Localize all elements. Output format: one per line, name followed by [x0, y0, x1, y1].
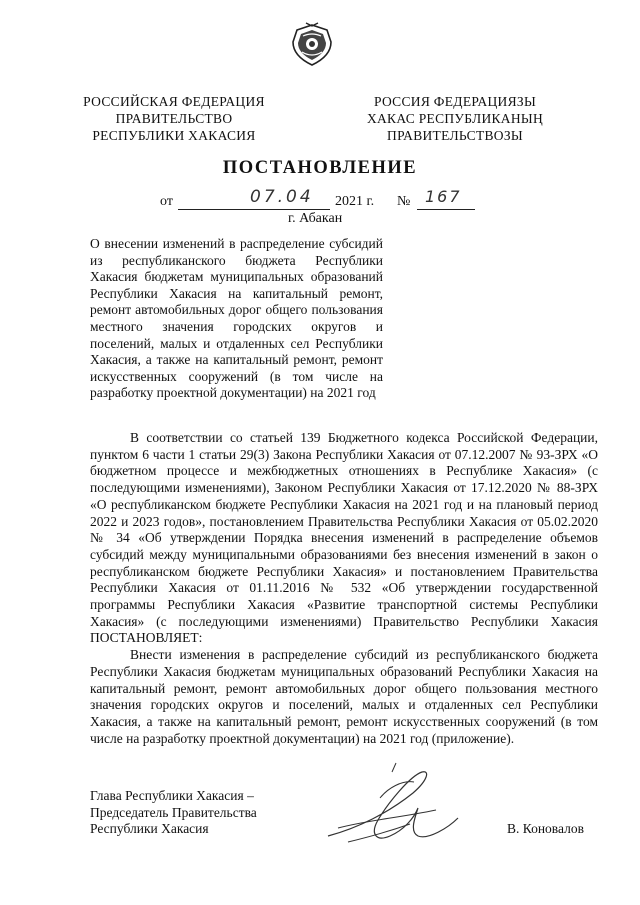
- handwritten-date: 07.04: [250, 187, 314, 207]
- signatory-title-line: Председатель Правительства: [90, 804, 257, 820]
- header-left: [74, 93, 274, 144]
- body-paragraph: Внести изменения в распределение субсидий из республиканского бюджета Республики Хакасия бюджетам муниципальных образований Республики Хакасия на капитальный ремонт, ремонт автомобильных дорог общего пользования местного значения городских округов и поселений, малых и отдаленных сел Республики Хакасия, а также на капитальный ремонт, ремонт искусственных сооружений (в том числе на разработку проектной документации) на 2021 год (приложение).: [90, 647, 598, 746]
- header-right: [355, 93, 555, 144]
- signatory-name: В. Коновалов: [507, 821, 584, 836]
- document-title: ПОСТАНОВЛЕНИЕ: [222, 158, 418, 178]
- number-label: №: [397, 194, 411, 209]
- coat-of-arms-icon: [287, 22, 337, 68]
- city-label: г. Абакан: [288, 211, 343, 226]
- year-label: 2021 г.: [335, 194, 375, 209]
- signatory-title: [90, 788, 290, 838]
- header-right-line: РОССИЯ ФЕДЕРАЦИЯЗЫ: [373, 94, 537, 109]
- handwritten-number: 167: [425, 187, 462, 206]
- date-from-label: от: [160, 194, 173, 209]
- signatory-title-line: Республики Хакасия: [90, 821, 209, 837]
- signatory-title-line: Глава Республики Хакасия –: [90, 788, 254, 803]
- date-number-line: [160, 187, 490, 213]
- document-subject: О внесении изменений в распределение субсидий из республиканского бюджета Республики Хакасия бюджетам муниципальных образований Республики Хакасия на капитальный ремонт, ремонт автомобильных дорог общего пользования местного значения городских округов и поселений, малых и отдаленных сел Республики Хакасия, а также на капитальный ремонт, ремонт искусственных сооружений (в том числе на разработку проектной документации) на 2021 год: [90, 236, 383, 401]
- number-underline: [417, 209, 475, 210]
- date-underline: [178, 209, 330, 210]
- handwritten-signature: [318, 758, 468, 853]
- header-right-line: ПРАВИТЕЛЬСТВОЗЫ: [387, 128, 523, 143]
- header-right-line: ХАКАС РЕСПУБЛИКАНЫҢ: [366, 111, 544, 126]
- header-left-line: ПРАВИТЕЛЬСТВО: [115, 111, 233, 126]
- header-left-line: РОССИЙСКАЯ ФЕДЕРАЦИЯ: [83, 94, 265, 109]
- body-paragraph: В соответствии со статьей 139 Бюджетного кодекса Российской Федерации, пунктом 6 части 1 статьи 29(3) Закона Республики Хакасия от 07.12.2007 № 93-ЗРХ «О бюджетном процессе и межбюджетных отношениях в Республике Хакасия» (с последующими изменениями), Законом Республики Хакасия от 17.12.2020 № 88-ЗРХ «О республиканском бюджете Республики Хакасия на 2021 год и на плановый период 2022 и 2023 годов», постановлением Правительства Республики Хакасия от 05.02.2020 № 34 «Об утверждении Порядка внесения изменений в распределение объемов субсидий между муниципальными образованиями без внесения изменений в закон о республиканском бюджете Республики Хакасия» и постановлением Правительства Республики Хакасия от 01.11.2016 № 532 «Об утверждении государственной программы Республики Хакасия «Развитие транспортной системы Республики Хакасия» (с последующими изменениями) Правительство Республики Хакасия ПОСТАНОВЛЯЕТ:: [90, 430, 598, 646]
- header-left-line: РЕСПУБЛИКИ ХАКАСИЯ: [92, 128, 256, 143]
- document-body: [90, 430, 598, 747]
